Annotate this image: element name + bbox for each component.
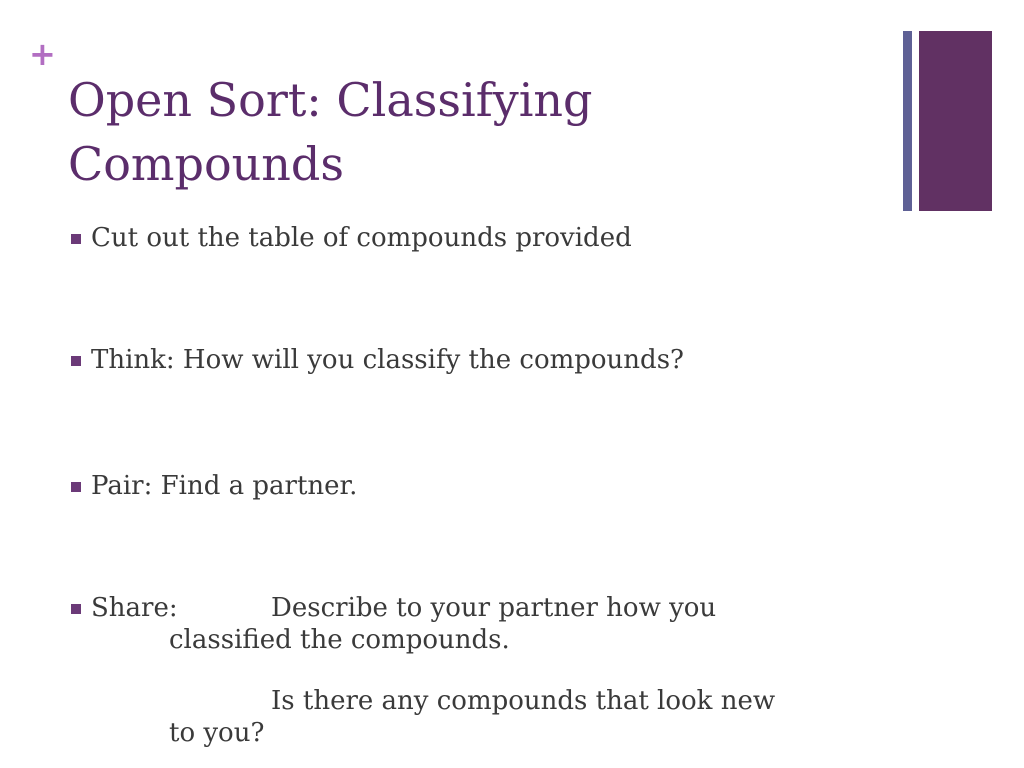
bullet-text: Think: How will you classify the compounds?: [91, 345, 684, 375]
square-bullet-icon: [71, 604, 81, 614]
bullet-text-continuation: to you?: [169, 718, 265, 748]
bullet-text: Cut out the table of compounds provided: [91, 223, 632, 253]
square-bullet-icon: [71, 234, 81, 244]
slide-title-line-2: Compounds: [68, 137, 344, 191]
bullet-text: Pair: Find a partner.: [91, 471, 358, 501]
square-bullet-icon: [71, 482, 81, 492]
bullet-label: Share:: [91, 593, 178, 623]
slide-title: [68, 68, 593, 196]
bullet-text: Is there any compounds that look new: [271, 686, 776, 716]
square-bullet-icon: [71, 356, 81, 366]
bullet-text-continuation: classified the compounds.: [169, 625, 510, 655]
slide-title-line-1: Open Sort: Classifying: [68, 73, 593, 127]
accent-bar-thin: [903, 31, 912, 211]
plus-icon: +: [29, 35, 56, 73]
bullet-text: Describe to your partner how you: [271, 593, 717, 623]
accent-bar-thick: [919, 31, 992, 211]
